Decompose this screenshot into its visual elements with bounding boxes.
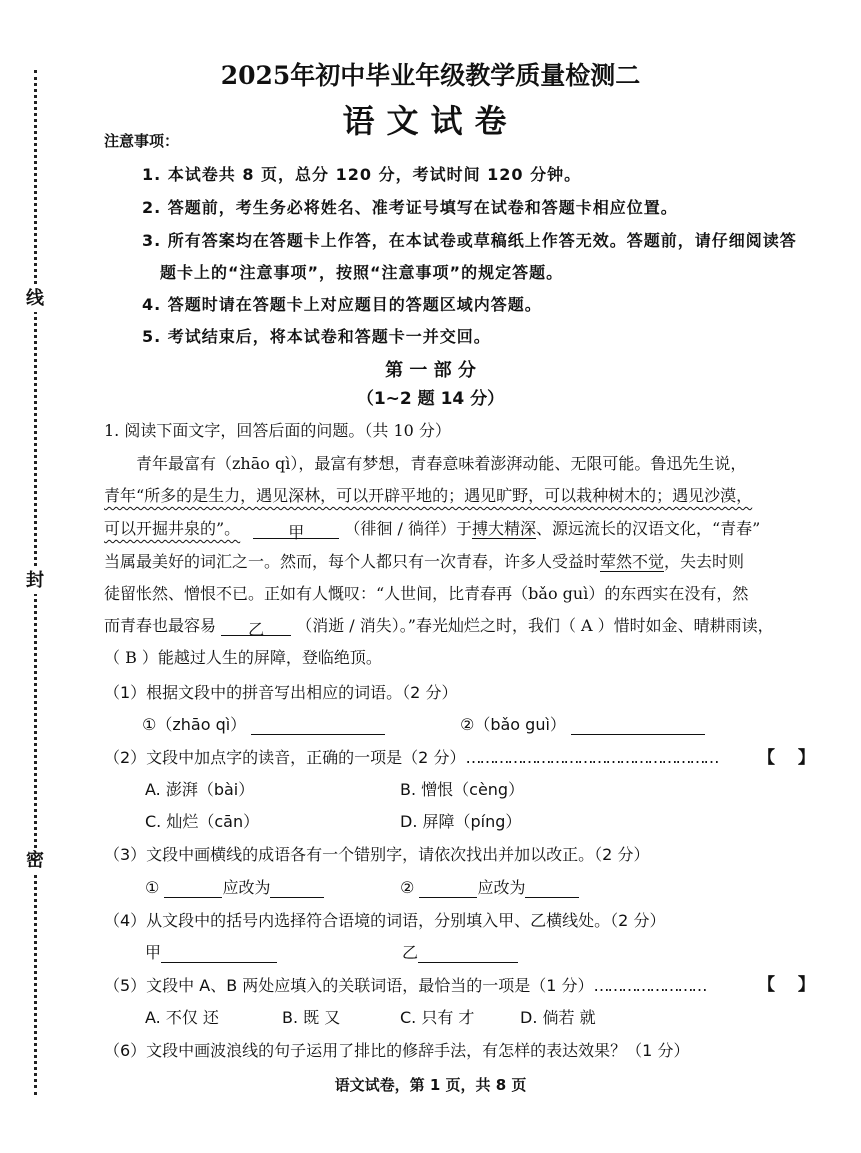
sub-question-2 <box>104 745 717 768</box>
sub1-pinyin-a: ①（zhāo qì） <box>142 715 247 734</box>
sub3-change-a: 应改为 <box>222 878 271 897</box>
sub5-leader: …………………… <box>593 976 706 995</box>
passage-line-6 <box>104 613 774 639</box>
sub2-option-b[interactable]: B. 憎恨（cèng） <box>400 780 525 799</box>
passage-line-3-end: 、源远流长的汉语文化，“青春” <box>535 519 761 538</box>
sub2-option-d[interactable]: D. 屏障（píng） <box>400 812 522 831</box>
sub5-option-c[interactable]: C. 只有 才 <box>400 1008 475 1027</box>
sub5-answer-bracket[interactable]: 【 】 <box>758 975 815 995</box>
sub4-label-jia: 甲 <box>145 943 162 962</box>
binding-label-seal: 封 <box>22 568 48 594</box>
note-item-1: 1. 本试卷共 8 页，总分 120 分，考试时间 120 分钟。 <box>142 165 582 184</box>
sub2-leader: ……………………………………………… <box>465 748 718 767</box>
sub2-option-c[interactable]: C. 灿烂（cān） <box>145 812 260 831</box>
answer-blank[interactable] <box>161 944 277 963</box>
sub1-answer-b <box>460 712 705 735</box>
sub-question-1-stem: （1）根据文段中的拼音写出相应的词语。（2 分） <box>104 683 458 702</box>
answer-blank[interactable] <box>571 716 705 735</box>
sub-question-4-stem: （4）从文段中的括号内选择符合语境的词语，分别填入甲、乙横线处。（2 分） <box>104 911 666 930</box>
passage-line-6c: （消逝 / 消失）。”春光灿烂之时，我们（ A ）惜时如金、晴耕雨读， <box>296 616 774 635</box>
page-footer: 语文试卷，第 1 页，共 8 页 <box>334 1076 527 1094</box>
note-item-2: 2. 答题前，考生务必将姓名、准考证号填写在试卷和答题卡相应位置。 <box>142 198 678 217</box>
choice-jia: （徘徊 / 徜徉）于 <box>344 519 472 538</box>
answer-blank[interactable] <box>251 716 385 735</box>
answer-blank[interactable] <box>419 879 477 898</box>
notes-heading: 注意事项： <box>104 132 180 150</box>
sub3-answer-b <box>400 875 579 898</box>
blank-yi: 乙 <box>221 617 291 636</box>
idiom-2: 荤然不觉 <box>600 552 665 571</box>
idiom-1: 搏大精深 <box>471 519 536 538</box>
passage-line-4 <box>104 549 744 572</box>
blank-jia: 甲 <box>253 520 339 539</box>
sub5-stem: （5）文段中 A、B 两处应填入的关联词语，最恰当的一项是（1 分） <box>104 976 594 995</box>
part-subtitle: （1~2 题 14 分） <box>356 389 505 409</box>
sub3-change-b: 应改为 <box>477 878 526 897</box>
passage-line-5: 徒留怅然、憎恨不已。正如有人慨叹：“人世间，比青春再（bǎo guì）的东西实在没有，然 <box>104 584 749 603</box>
binding-label-secret: 密 <box>22 848 48 874</box>
exam-title: 2025年初中毕业年级教学质量检测二 <box>220 61 641 90</box>
note-item-5: 5. 考试结束后，将本试卷和答题卡一并交回。 <box>142 327 491 346</box>
sub4-answer-jia <box>145 940 277 963</box>
subject-title: 语文试卷 <box>342 102 519 140</box>
note-item-3-cont: 题卡上的“注意事项”，按照“注意事项”的规定答题。 <box>160 263 564 282</box>
sub3-label-b: ② <box>400 878 415 897</box>
binding-label-line: 线 <box>22 286 48 312</box>
passage-wavy-end: 可以开掘井泉的”。 <box>104 519 241 538</box>
note-item-4: 4. 答题时请在答题卡上对应题目的答题区域内答题。 <box>142 295 542 314</box>
sub4-answer-yi <box>402 940 518 963</box>
passage-line-2: 青年“所多的是生力，遇见深林，可以开辟平地的；遇见旷野，可以栽种树木的；遇见沙漠， <box>104 486 753 505</box>
sub2-option-a[interactable]: A. 澎湃（bài） <box>145 780 255 799</box>
answer-blank[interactable] <box>418 944 518 963</box>
passage-line-3 <box>104 516 761 542</box>
question-1-stem: 1. 阅读下面文字，回答后面的问题。（共 10 分） <box>104 421 451 440</box>
sub-question-3-stem: （3）文段中画横线的成语各有一个错别字，请依次找出并加以改正。（2 分） <box>104 845 650 864</box>
sub1-pinyin-b: ②（bǎo guì） <box>460 715 566 734</box>
passage-line-4a: 当属最美好的词汇之一。然而，每个人都只有一次青春，许多人受益时 <box>104 552 601 571</box>
sub5-option-b[interactable]: B. 既 又 <box>282 1008 341 1027</box>
sub3-answer-a <box>145 875 324 898</box>
sub4-label-yi: 乙 <box>402 943 419 962</box>
passage-line-6a: 而青春也最容易 <box>104 616 217 635</box>
passage-line-7: （ B ）能越过人生的屏障，登临绝顶。 <box>104 648 382 667</box>
sub5-option-a[interactable]: A. 不仅 还 <box>145 1008 219 1027</box>
passage-line-4c: ，失去时则 <box>664 552 745 571</box>
passage-line-1: 青年最富有（zhāo qì），最富有梦想，青春意味着澎湃动能、无限可能。鲁迅先生说， <box>136 454 747 473</box>
sub2-stem: （2）文段中加点字的读音，正确的一项是（2 分） <box>104 748 466 767</box>
sub3-label-a: ① <box>145 878 160 897</box>
answer-blank[interactable] <box>164 879 222 898</box>
sub5-option-d[interactable]: D. 倘若 就 <box>520 1008 596 1027</box>
sub-question-5 <box>104 973 706 996</box>
note-item-3: 3. 所有答案均在答题卡上作答，在本试卷或草稿纸上作答无效。答题前，请仔细阅读答 <box>142 231 797 250</box>
sub1-answer-a <box>142 712 385 735</box>
part-title: 第 一 部 分 <box>385 360 476 381</box>
sub-question-6-stem: （6）文段中画波浪线的句子运用了排比的修辞手法，有怎样的表达效果？（1 分） <box>104 1041 690 1060</box>
sub2-answer-bracket[interactable]: 【 】 <box>758 748 815 768</box>
answer-blank[interactable] <box>525 879 579 898</box>
answer-blank[interactable] <box>270 879 324 898</box>
